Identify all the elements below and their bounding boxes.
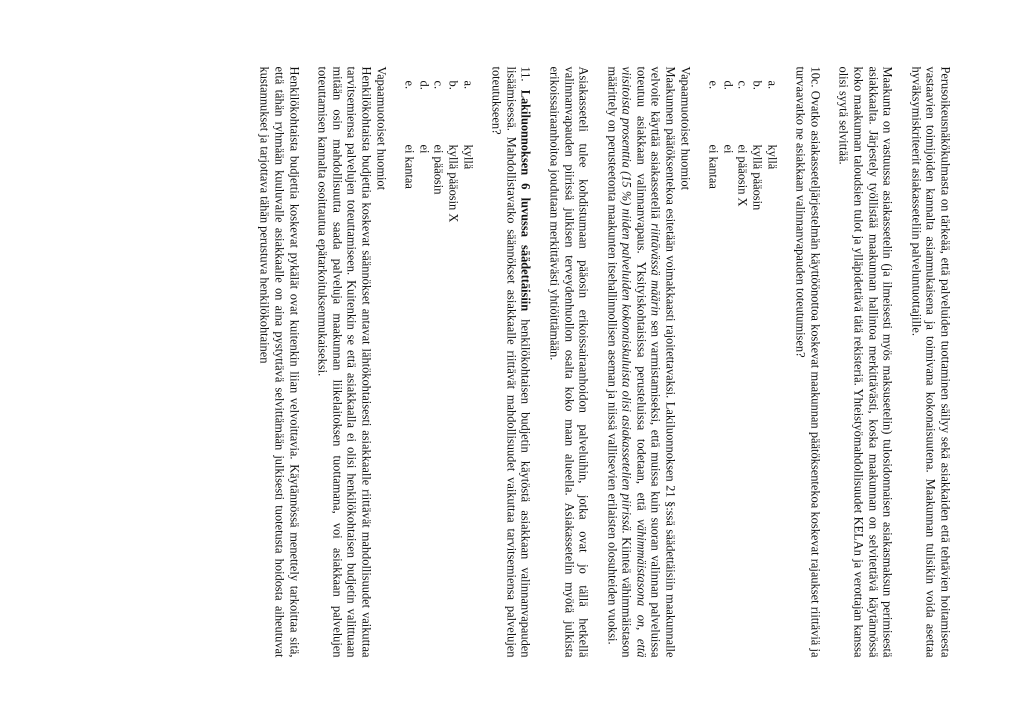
question-10c: 10c. Ovatko asiakasseteljärjestelmän käyttöönottoa koskevat maakunnan päätöksentekoa koskevat rajaukset riittäviä ja turvaavatko ne asiakkaan valinnanvapauden toteutumisen? — [793, 66, 822, 657]
q10c-notes-paragraph-2: Asiakasseteli tulee kohdistumaan pääosin erikoissairaanhoidon palveluihin, jotka ovat jo tällä hetkellä valinnanvapauden piirissä julkisen terveydenhuollon osalta koko maan alueella. Asiakassetelin myötä julkista erikoissairaanhoitoa joudutaan merkittävästi yhtiöittämään. — [546, 66, 591, 657]
question-11: 11. Lakiluonnoksen 6 luvussa säädettäisiin henkilökohtaisen budjetin käytöstä asiakkaan valinnanvapauden lisäämisessä. Mahdollistavatko säännökset asiakkaalle riittävät mahdollisuudet vaikuttaa tarvitsemiensa palvelujen toteutukseen? — [489, 66, 533, 657]
q11-options — [402, 66, 475, 657]
q11-notes-paragraph-1: Henkilökohtaista budjettia koskevat säännökset antavat lähtökohtaisesti asiakkaalle riittävät mahdollisuudet vaikuttaa tarvitsemiensa palvelujen toteuttamiseen. Kuitenkin se että asiakkaalla ei olisi henkilökohtaisen budjetin valittuaan mitään osin mahdollisuutta saada palveluja maakunnan liikelaitoksen tuottamana, voi asiakkaan palvelujen toteuttamisen kannalta osoittautua epätarkoituksenmukaiseksi. — [315, 66, 373, 657]
intro-paragraph-2: Maakunta on vastuussa asiakassetelin (ja ilmeisesti myös maksusetelin) tulosidonnaisen asiakasmaksun perimisestä asiakkaalta. Järjestely työllistää maakunnan hallintoa merkittävästi, koska maakunnan on selvitettävä käytännössä koko maakunnan taloudsien tulot ja ylläpidettävä tätä rekisteriä. Yhteistyömahdollisuudet KELAn ja verottajan kanssa olisi syytä selvittää. — [836, 66, 895, 657]
q11-option-b: b. kyllä pääosin X — [445, 80, 460, 222]
q10c-option-d: d. ei — [720, 80, 735, 153]
q11-option-e: e. ei kantaa — [402, 80, 417, 189]
intro-paragraph-1: Perusoikeusnäkökulmasta on tärkeää, että palveluiden tuottaminen säilyy sekä asiakkaiden että tehtävien hoitamisesta vastaavien toimijoiden kannalta asianmukaisena ja toimivana kokonaisuutena. Maakunnan tulisikin voida asettaa hyväksymiskriteerit asiakasseteliin palveluntuottajille. — [908, 66, 952, 657]
q10c-options — [706, 66, 779, 657]
q10c-option-e: e. ei kantaa — [706, 80, 721, 189]
q10c-option-a: a. kyllä — [764, 80, 779, 169]
q11-option-c: c. ei pääosin — [431, 80, 446, 194]
q10c-option-b: b. kyllä pääosin — [750, 80, 765, 210]
q11-option-a: a. kyllä — [460, 80, 475, 169]
q11-notes-heading: Vapaamuotoiset huomiot — [373, 66, 388, 190]
q10c-notes-heading: Vapaamuotoiset huomiot — [677, 66, 692, 190]
q11-option-d: d. ei — [416, 80, 431, 153]
q11-notes-paragraph-2: Henkilökohtaista budjettia koskevat pykälät ovat kuitenkin liian velvoittavia. Käytännössä menettely tarkoittaa sitä, että tähän ryhmään kuuluvalle asiakkaalle on aina pystyttävä selvittämään julkisesti tuotetusta hoidosta aiheutuvat kustannukset ja tarjottava tähän perustuva henkilökohtainen — [257, 66, 301, 657]
q10c-notes-paragraph-1: Maakunnen päätöksentekoa esitetään voimakkaasti rajoitettavaksi. Lakiluonnoksen 21 §:ssä säädettäisiin maakunnalle velvoite käyttää asiakasseteliä riittävässä määrin sen varmistamiseksi, että muissa kuin suoran valinnan palveluissa toteutuu asiakkaan valinnanvapaus. Yksityiskohtaisissa perusteluissa todetaan, että vähimmäistasona on, että viisitoista prosenttia (15 %) niiden palveluiden kokonaiskuluista olisi asiakassetelien piirissä. Kiinteä vähimmäistason määrittely on perusteetonta maakunten itsehallinnollisen aseman ja niissä vallitsevien erilaisten olosuhteiden vuoksi. — [604, 66, 678, 658]
q10c-option-c: c. ei pääosin X — [735, 80, 750, 206]
